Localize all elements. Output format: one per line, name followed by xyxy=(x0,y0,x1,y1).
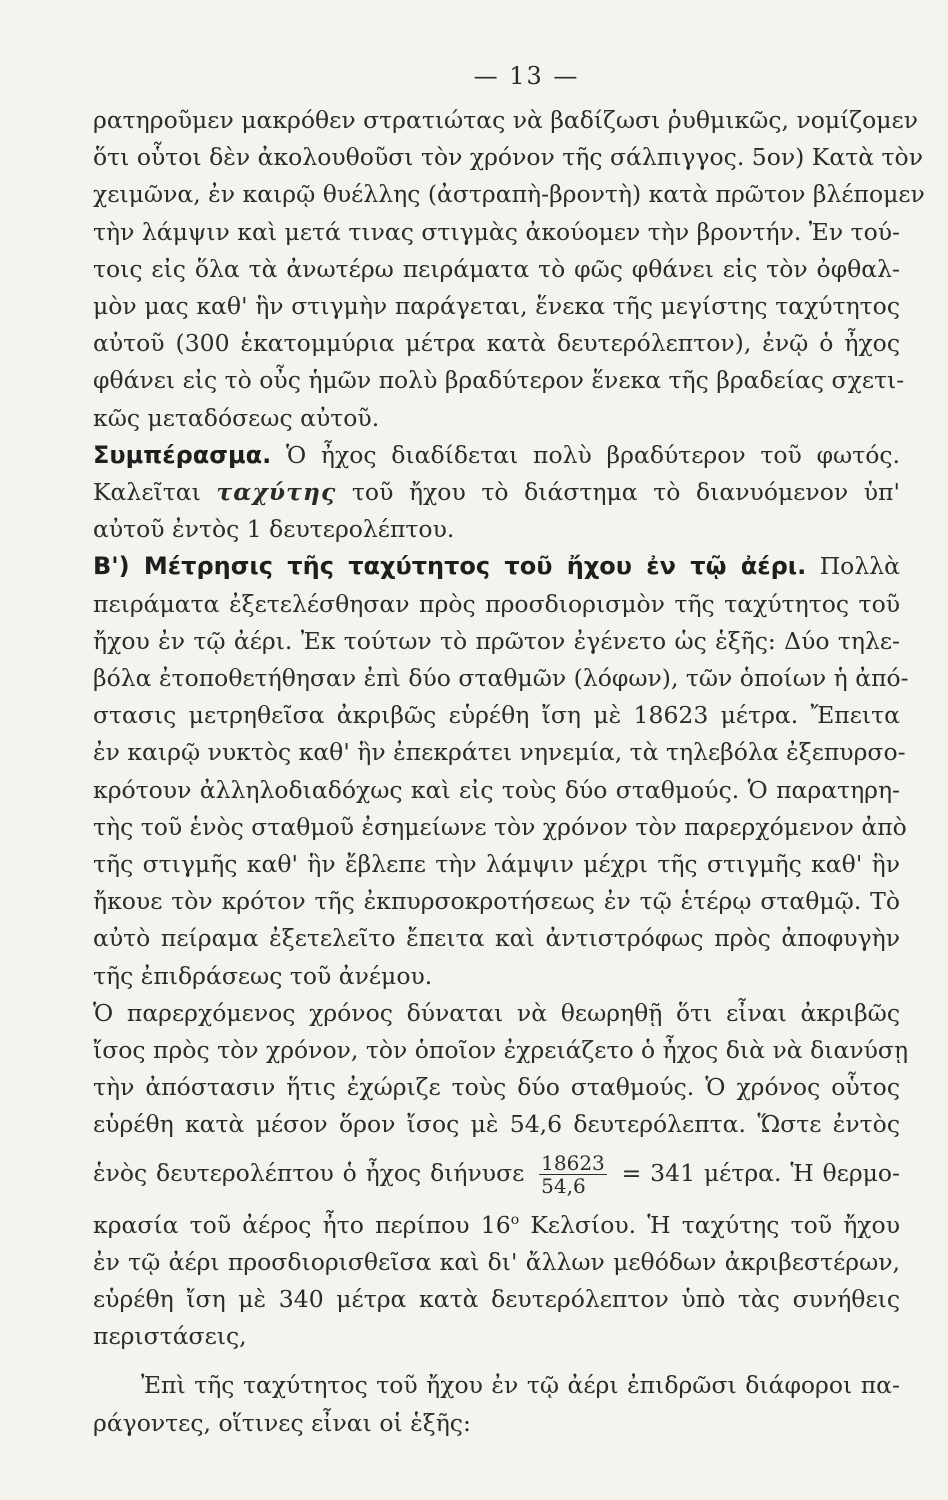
text-line: κρότουν ἀλληλοδιαδόχως καὶ εἰς τοὺς δύο σταθμούς. Ὁ παρατηρη- xyxy=(93,775,900,804)
page-number: — 13 — xyxy=(473,62,580,90)
text-fragment: Κελσίου. Ἡ ταχύτης τοῦ ἤχου xyxy=(530,1210,900,1239)
text-line: εὑρέθη κατὰ μέσον ὅρον ἴσος μὲ 54,6 δευτερόλεπτα. Ὥστε ἐντὸς xyxy=(93,1110,900,1139)
text-line: τὴς τοῦ ἑνὸς σταθμοῦ ἐσημείωνε τὸν χρόνον τὸν παρερχόμενον ἀπὸ xyxy=(93,812,907,841)
text-line: Ἐπὶ τῆς ταχύτητος τοῦ ἤχου ἐν τῷ ἀέρι ἐπιδρῶσι διάφοροι πα- xyxy=(141,1371,900,1400)
text-fragment: Καλεῖται xyxy=(93,478,201,507)
paragraph-intro xyxy=(93,102,925,437)
text-line: ἴσος πρὸς τὸν χρόνον, τὸν ὁποῖον ἐχρειάζετο ὁ ἦχος διὰ νὰ διανύσῃ xyxy=(93,1036,909,1065)
text-line xyxy=(93,1202,900,1244)
text-line: ὅτι οὗτοι δὲν ἀκολουθοῦσι τὸν χρόνον τῆς σάλπιγγος. 5ον) Κατὰ τὸν xyxy=(93,143,923,172)
text-line: τὴν λάμψιν καὶ μετά τινας στιγμὰς ἀκούομεν τὴν βροντήν. Ἐν τού- xyxy=(93,217,900,246)
text-line: αὐτὸ πείραμα ἐξετελεῖτο ἔπειτα καὶ ἀντιστρόφως πρὸς ἀποφυγὴν xyxy=(93,924,900,953)
text-line: περιστάσεις, xyxy=(93,1322,247,1351)
section-b xyxy=(93,548,909,994)
text-fragment: Πολλὰ xyxy=(819,552,900,581)
text-fragment: Ὁ ἦχος διαδίδεται πολὺ βραδύτερον τοῦ φωτός. xyxy=(285,440,900,469)
section-b-heading: Β') Μέτρησις τῆς ταχύτητος τοῦ ἤχου ἐν τῷ ἀέρι. xyxy=(93,552,807,581)
text-line: Ὁ παρερχόμενος χρόνος δύναται νὰ θεωρηθῇ ὅτι εἶναι ἀκριβῶς xyxy=(93,998,900,1027)
text-line: εὑρέθη ἴση μὲ 340 μέτρα κατὰ δευτερόλεπτον ὑπὸ τὰς συνήθεις xyxy=(93,1284,900,1313)
text-line: φθάνει εἰς τὸ οὖς ἡμῶν πολὺ βραδύτερον ἕνεκα τῆς βραδείας σχετι- xyxy=(93,366,905,395)
text-line: ράγοντες, οἵτινες εἶναι οἱ ἑξῆς: xyxy=(93,1408,471,1437)
conclusion-heading: Συμπέρασμα. xyxy=(93,440,272,469)
emphasized-term: ταχύτης xyxy=(216,478,337,507)
paragraph-conclusion xyxy=(93,437,900,549)
text-line: τοις εἰς ὅλα τὰ ἀνωτέρω πειράματα τὸ φῶς φθάνει εἰς τὸν ὀφθαλ- xyxy=(93,254,900,283)
fraction-numerator: 18623 xyxy=(541,1150,605,1175)
text-line: βόλα ἐτοποθετήθησαν ἐπὶ δύο σταθμῶν (λόφων), τῶν ὁποίων ἡ ἀπό- xyxy=(93,664,909,693)
text-line xyxy=(93,474,900,511)
text-line: αὐτοῦ (300 ἑκατομμύρια μέτρα κατὰ δευτερόλεπτον), ἐνῷ ὁ ἦχος xyxy=(93,329,900,358)
text-line: ἐν καιρῷ νυκτὸς καθ' ἣν ἐπεκράτει νηνεμία, τὰ τηλεβόλα ἐξεπυρσο- xyxy=(93,738,906,767)
text-line: μὸν μας καθ' ἣν στιγμὴν παράγεται, ἕνεκα τῆς μεγίστης ταχύτητος xyxy=(93,292,900,321)
text-fragment: ἑνὸς δευτερολέπτου ὁ ἦχος διήνυσε xyxy=(93,1158,525,1187)
text-line: τὴν ἀπόστασιν ἥτις ἐχώριζε τοὺς δύο σταθμούς. Ὁ χρόνος οὗτος xyxy=(93,1073,900,1102)
text-line: ἤκουε τὸν κρότον τῆς ἐκπυρσοκροτήσεως ἐν τῷ ἑτέρῳ σταθμῷ. Τὸ xyxy=(93,887,900,916)
text-line: τῆς στιγμῆς καθ' ἣν ἔβλεπε τὴν λάμψιν μέχρι τῆς στιγμῆς καθ' ἣν xyxy=(93,850,900,879)
text-line: πειράματα ἐξετελέσθησαν πρὸς προσδιορισμὸν τῆς ταχύτητος τοῦ xyxy=(93,589,900,618)
fraction xyxy=(539,1152,607,1197)
text-line: τῆς ἐπιδράσεως τοῦ ἀνέμου. xyxy=(93,961,433,990)
text-line: χειμῶνα, ἐν καιρῷ θυέλλης (ἀστραπὴ-βροντὴ) κατὰ πρῶτον βλέπομεν xyxy=(93,180,925,209)
text-fragment: κρασία τοῦ ἀέρος ἦτο περίπου 16 xyxy=(93,1210,511,1239)
degree-mark: ο xyxy=(510,1211,520,1228)
text-line: ἐν τῷ ἀέρι προσδιορισθεῖσα καὶ δι' ἄλλων μεθόδων ἀκριβεστέρων, xyxy=(93,1247,900,1276)
text-line: αὐτοῦ ἐντὸς 1 δευτερολέπτου. xyxy=(93,515,455,544)
text-fragment: = 341 μέτρα. Ἡ θερμο- xyxy=(621,1158,900,1187)
fraction-denominator: 54,6 xyxy=(541,1173,586,1198)
text-fragment: τοῦ ἤχου τὸ διάστημα τὸ διανυόμενον ὑπ' xyxy=(351,478,900,507)
paragraph-measurement xyxy=(93,995,909,1355)
text-line xyxy=(93,548,900,585)
text-line xyxy=(93,437,900,474)
formula-line xyxy=(93,1144,900,1202)
text-line: στασις μετρηθεῖσα ἀκριβῶς εὑρέθη ἴση μὲ 18623 μέτρα. Ἔπειτα xyxy=(93,701,900,730)
text-line: ἤχου ἐν τῷ ἀέρι. Ἐκ τούτων τὸ πρῶτον ἐγένετο ὡς ἑξῆς: Δύο τηλε- xyxy=(93,626,900,655)
paragraph-factors xyxy=(93,1367,900,1441)
text-line: κῶς μεταδόσεως αὐτοῦ. xyxy=(93,403,380,432)
text-line: ρατηροῦμεν μακρόθεν στρατιώτας νὰ βαδίζωσι ῥυθμικῶς, νομίζομεν xyxy=(93,106,918,134)
